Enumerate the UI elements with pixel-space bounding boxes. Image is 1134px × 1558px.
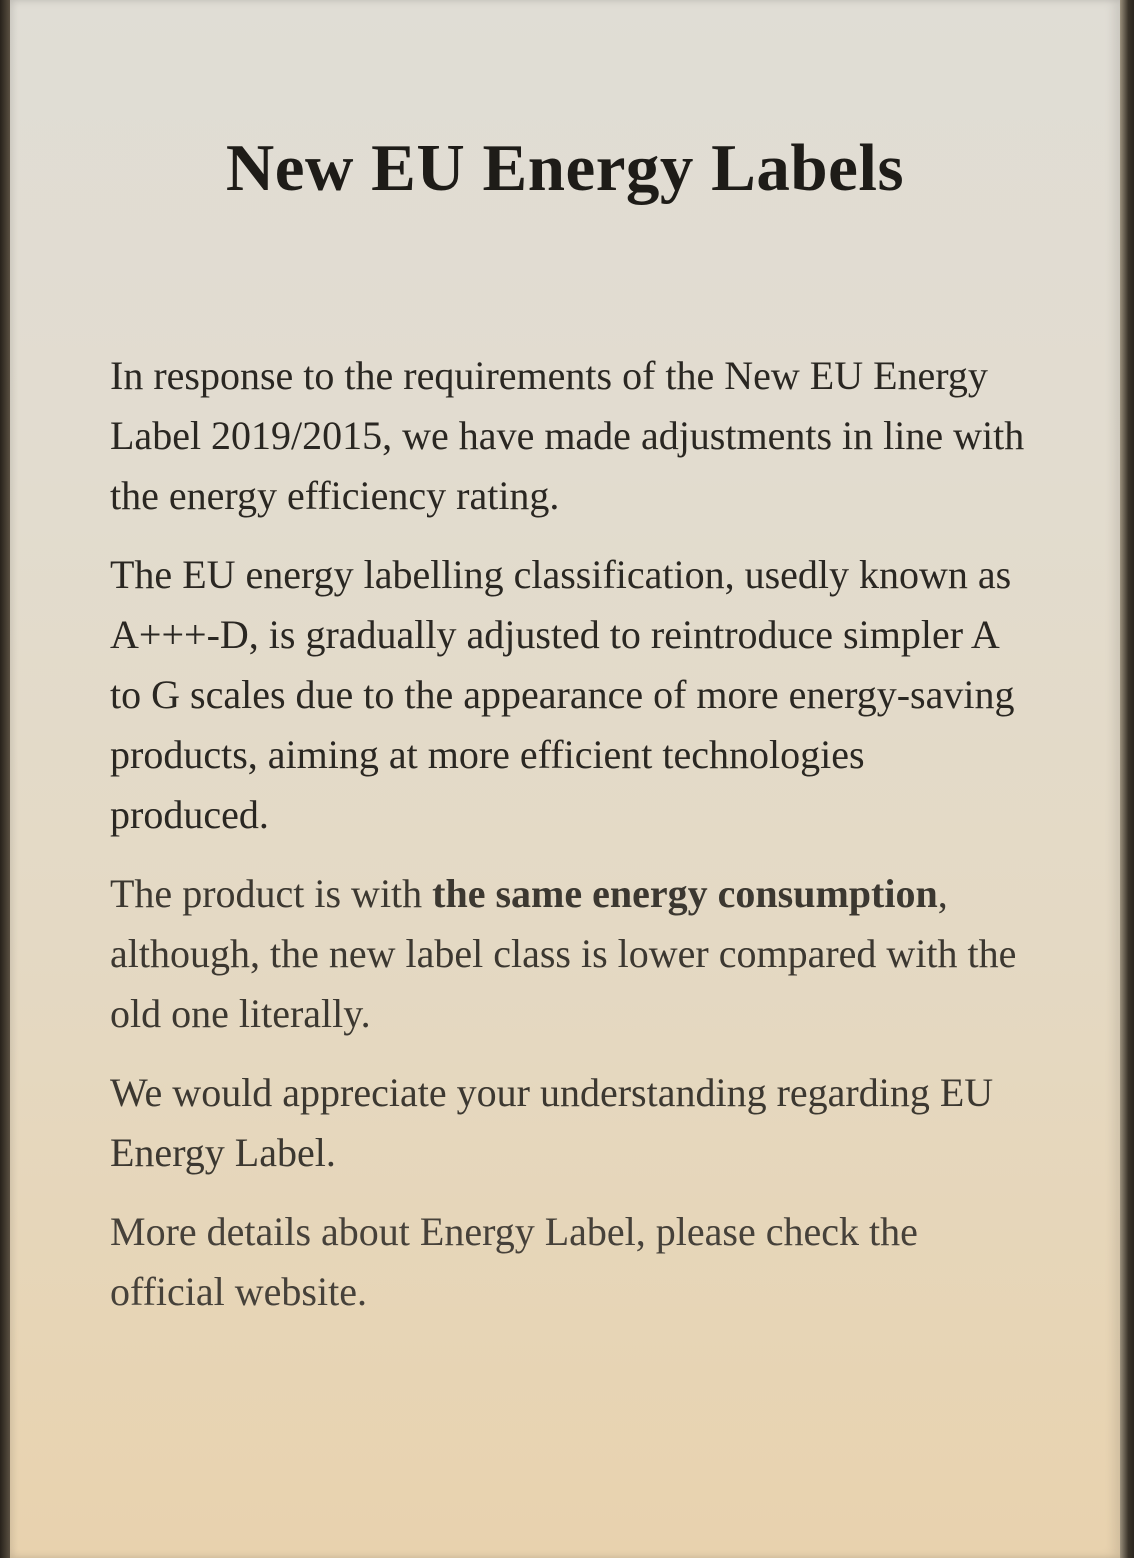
paragraph-consumption-end: , although, the new label class is lower compared with the old one literally. bbox=[110, 871, 1017, 1036]
paragraph-requirements: In response to the requirements of the New EU Energy Label 2019/2015, we have made adjustments in line with the energy efficiency rating. bbox=[110, 353, 1025, 518]
paragraph-consumption-emphasis: the same energy consumption bbox=[432, 871, 938, 916]
card-left-edge-shadow bbox=[0, 0, 10, 1558]
info-card bbox=[10, 0, 1120, 1558]
paragraph-consumption-start: The product is with bbox=[110, 871, 433, 916]
paragraph-classification: The EU energy labelling classification, usedly known as A+++-D, is gradually adjusted to reintroduce simpler A to G scales due to the appearance of more energy-saving products, aiming at more efficient technologies produced. bbox=[110, 552, 1015, 837]
card-title: New EU Energy Labels bbox=[225, 131, 905, 205]
paragraph-more-details: More details about Energy Label, please check the official website. bbox=[110, 1209, 918, 1314]
paragraph-consumption bbox=[110, 864, 1030, 1044]
paragraph-appreciation: We would appreciate your understanding regarding EU Energy Label. bbox=[110, 1070, 994, 1175]
card-body bbox=[110, 346, 1030, 1341]
card-right-edge-shadow bbox=[1120, 0, 1134, 1558]
